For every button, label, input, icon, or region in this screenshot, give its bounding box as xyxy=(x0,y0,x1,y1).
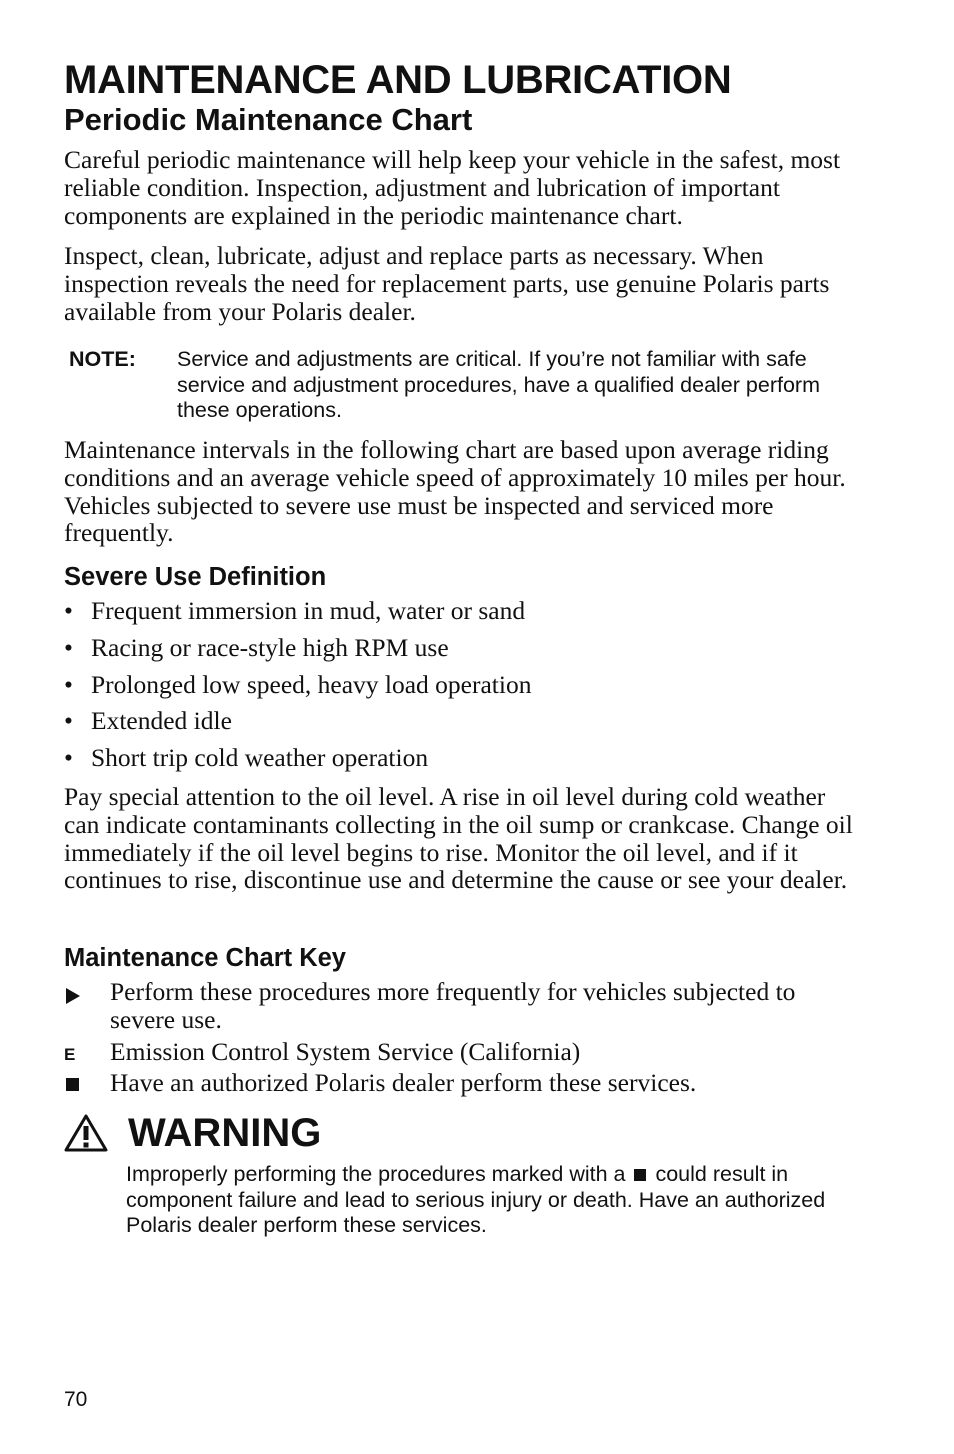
bullet-icon: • xyxy=(64,632,73,662)
bullet-icon: • xyxy=(64,706,73,736)
severe-use-heading: Severe Use Definition xyxy=(64,563,327,591)
oil-level-paragraph: Pay special attention to the oil level. A rise in oil level during cold weather can indicate contaminants collecting in the oil sump or crankcase. Change oil immediately if the oil level begins to rise. Monitor the oil level, and if it continues to rise, discontinue use and determine the cause or see your dealer. xyxy=(64,782,853,895)
warning-text xyxy=(126,1162,846,1239)
list-item-text: Racing or race-style high RPM use xyxy=(91,632,449,662)
warning-triangle-icon xyxy=(64,1114,108,1157)
list-item-text: Frequent immersion in mud, water or sand xyxy=(91,596,526,625)
key-item-dealer xyxy=(64,1069,864,1100)
chart-key-heading: Maintenance Chart Key xyxy=(64,944,346,972)
black-square-icon xyxy=(634,1169,646,1181)
key-item-text: Perform these procedures more frequently for vehicles subjected to severe use. xyxy=(110,977,796,1034)
page-title: MAINTENANCE AND LUBRICATION xyxy=(64,58,732,102)
letter-e-icon: E xyxy=(64,1045,76,1064)
chart-key-list xyxy=(64,978,864,1100)
page-number: 70 xyxy=(64,1388,88,1411)
list-item-text: Short trip cold weather operation xyxy=(91,743,429,773)
key-item-severe xyxy=(64,978,864,1038)
intro-paragraph-1: Careful periodic maintenance will help keep your vehicle in the safest, most reliable condition. Inspection, adjustment and lubrication of important components are explained in the periodic maintenance chart. xyxy=(64,145,841,230)
bullet-icon: • xyxy=(64,669,73,699)
bullet-icon: • xyxy=(64,743,73,773)
key-item-text: Emission Control System Service (California) xyxy=(110,1037,581,1066)
bullet-icon: • xyxy=(64,596,73,625)
warning-text-start: Improperly performing the procedures marked with a xyxy=(126,1162,626,1186)
warning-text-end: could result in component failure and lead to serious injury or death. Have an authorized Polaris dealer perform these services. xyxy=(126,1162,826,1237)
section-title: Periodic Maintenance Chart xyxy=(64,102,473,137)
list-item-text: Extended idle xyxy=(91,706,232,736)
warning-title: WARNING xyxy=(128,1111,322,1155)
key-item-emission xyxy=(64,1038,864,1069)
note-text: Service and adjustments are critical. If you’re not familiar with safe service and adjustment procedures, have a qualified dealer perform these operations. xyxy=(177,347,820,422)
intervals-paragraph: Maintenance intervals in the following chart are based upon average riding conditions and an average vehicle speed of approximately 10 miles per hour. Vehicles subjected to severe use must be inspected and serviced more frequently. xyxy=(64,435,846,548)
note-label: NOTE: xyxy=(69,347,136,371)
key-item-text: Have an authorized Polaris dealer perform these services. xyxy=(110,1068,697,1097)
list-item-text: Prolonged low speed, heavy load operation xyxy=(91,669,532,699)
intro-paragraph-2: Inspect, clean, lubricate, adjust and replace parts as necessary. When inspection reveals the need for replacement parts, use genuine Polaris parts available from your Polaris dealer. xyxy=(64,241,830,326)
